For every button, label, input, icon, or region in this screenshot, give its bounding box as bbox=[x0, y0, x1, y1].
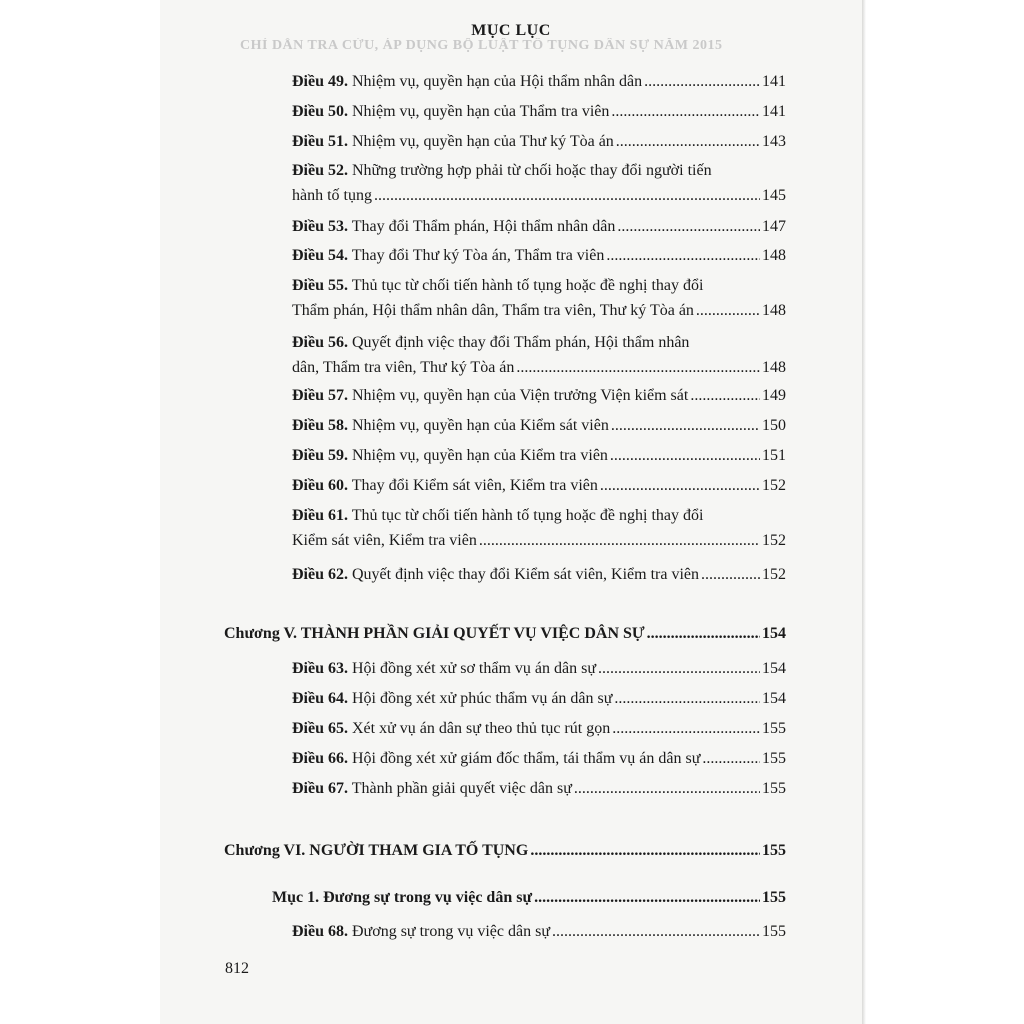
article-label: Điều 57. bbox=[292, 387, 348, 404]
page-number: 812 bbox=[225, 960, 249, 977]
toc-entry bbox=[292, 716, 786, 741]
page-ref: 141 bbox=[762, 73, 786, 90]
entry-title: Xét xử vụ án dân sự theo thủ tục rút gọn bbox=[352, 720, 611, 737]
entry-title-cont: Kiểm sát viên, Kiểm tra viên bbox=[292, 532, 477, 549]
toc-entry bbox=[292, 413, 786, 438]
article-label: Điều 55. bbox=[292, 277, 348, 294]
entry-title: Hội đồng xét xử phúc thẩm vụ án dân sự bbox=[352, 690, 613, 707]
page-ref: 155 bbox=[762, 889, 786, 906]
entry-title: Nhiệm vụ, quyền hạn của Thẩm tra viên bbox=[352, 103, 610, 120]
toc-entry bbox=[292, 746, 786, 771]
page-ref: 149 bbox=[762, 387, 786, 404]
toc-entry bbox=[292, 686, 786, 711]
toc-entry bbox=[292, 99, 786, 124]
article-label: Điều 62. bbox=[292, 566, 348, 583]
article-label: Điều 63. bbox=[292, 660, 348, 677]
entry-title: Nhiệm vụ, quyền hạn của Hội thẩm nhân dân bbox=[352, 73, 643, 90]
page-ref: 155 bbox=[762, 720, 786, 737]
page-ref: 155 bbox=[762, 780, 786, 797]
entry-title: Thay đổi Thẩm phán, Hội thẩm nhân dân bbox=[351, 218, 616, 235]
toc-entry bbox=[292, 243, 786, 268]
article-label: Điều 67. bbox=[292, 780, 348, 797]
page-ref: 147 bbox=[762, 218, 786, 235]
page-ref: 155 bbox=[762, 750, 786, 767]
entry-title: Hội đồng xét xử sơ thẩm vụ án dân sự bbox=[352, 660, 596, 677]
entry-title: Hội đồng xét xử giám đốc thẩm, tái thẩm vụ án dân sự bbox=[352, 750, 701, 767]
article-label: Điều 52. bbox=[292, 162, 348, 179]
article-label: Điều 51. bbox=[292, 133, 348, 150]
article-label: Điều 60. bbox=[292, 477, 348, 494]
toc-chapter bbox=[224, 838, 786, 863]
article-label: Điều 50. bbox=[292, 103, 348, 120]
entry-title: Nhiệm vụ, quyền hạn của Kiểm tra viên bbox=[352, 447, 608, 464]
page-ref: 154 bbox=[762, 660, 786, 677]
entry-title-cont: dân, Thẩm tra viên, Thư ký Tòa án bbox=[292, 359, 515, 376]
entry-title: Thay đổi Thư ký Tòa án, Thẩm tra viên bbox=[351, 247, 605, 264]
page-ref: 150 bbox=[762, 417, 786, 434]
toc-section bbox=[272, 885, 786, 910]
page-ref: 141 bbox=[762, 103, 786, 120]
entry-title: Thay đổi Kiểm sát viên, Kiểm tra viên bbox=[351, 477, 598, 494]
toc-entry bbox=[292, 383, 786, 408]
toc-entry bbox=[292, 919, 786, 944]
article-label: Điều 54. bbox=[292, 247, 348, 264]
page-ref: 143 bbox=[762, 133, 786, 150]
page-ref: 148 bbox=[762, 302, 786, 319]
toc-entry bbox=[292, 503, 786, 553]
entry-title: Quyết định việc thay đổi Kiểm sát viên, Kiểm tra viên bbox=[352, 566, 700, 583]
page-ref: 151 bbox=[762, 447, 786, 464]
article-label: Điều 56. bbox=[292, 334, 348, 351]
entry-title: Thủ tục từ chối tiến hành tố tụng hoặc đề nghị thay đổi bbox=[351, 277, 704, 294]
page-ref: 148 bbox=[762, 359, 786, 376]
page-ref: 145 bbox=[762, 187, 786, 204]
toc-entry bbox=[292, 443, 786, 468]
page-ref: 148 bbox=[762, 247, 786, 264]
entry-title: Nhiệm vụ, quyền hạn của Kiểm sát viên bbox=[352, 417, 609, 434]
bleed-through-text: CHỈ DẪN TRA CỨU, ÁP DỤNG BỘ LUẬT TỐ TỤNG DÂN SỰ NĂM 2015 bbox=[240, 38, 723, 53]
toc-entry bbox=[292, 69, 786, 94]
article-label: Điều 49. bbox=[292, 73, 348, 90]
page-ref: 152 bbox=[762, 477, 786, 494]
entry-title: Nhiệm vụ, quyền hạn của Viện trưởng Viện kiểm sát bbox=[352, 387, 689, 404]
page-ref: 155 bbox=[762, 923, 786, 940]
toc-entry bbox=[292, 776, 786, 801]
page-title: MỤC LỤC bbox=[471, 22, 551, 39]
article-label: Điều 53. bbox=[292, 218, 348, 235]
page-ref: 154 bbox=[762, 625, 786, 642]
page-ref: 152 bbox=[762, 532, 786, 549]
article-label: Điều 64. bbox=[292, 690, 348, 707]
page-edge bbox=[862, 0, 866, 1024]
page-ref: 154 bbox=[762, 690, 786, 707]
article-label: Điều 59. bbox=[292, 447, 348, 464]
entry-title: Đương sự trong vụ việc dân sự bbox=[352, 923, 551, 940]
toc-entry bbox=[292, 158, 786, 208]
entry-title: Thủ tục từ chối tiến hành tố tụng hoặc đề nghị thay đổi bbox=[351, 507, 704, 524]
article-label: Điều 61. bbox=[292, 507, 348, 524]
entry-title: Những trường hợp phải từ chối hoặc thay đổi người tiến bbox=[352, 162, 712, 179]
toc-entry bbox=[292, 656, 786, 681]
entry-title-cont: Thẩm phán, Hội thẩm nhân dân, Thẩm tra viên, Thư ký Tòa án bbox=[292, 302, 694, 319]
chapter-title: Chương VI. NGƯỜI THAM GIA TỐ TỤNG bbox=[224, 842, 529, 859]
page-ref: 155 bbox=[762, 842, 786, 859]
page-ref: 152 bbox=[762, 566, 786, 583]
toc-entry bbox=[292, 473, 786, 498]
article-label: Điều 66. bbox=[292, 750, 348, 767]
article-label: Điều 58. bbox=[292, 417, 348, 434]
article-label: Điều 65. bbox=[292, 720, 348, 737]
toc-chapter bbox=[224, 621, 786, 646]
entry-title-cont: hành tố tụng bbox=[292, 187, 372, 204]
toc-entry bbox=[292, 562, 786, 587]
toc-entry bbox=[292, 273, 786, 323]
toc-entry bbox=[292, 129, 786, 154]
article-label: Điều 68. bbox=[292, 923, 348, 940]
section-title: Mục 1. Đương sự trong vụ việc dân sự bbox=[272, 889, 533, 906]
toc-entry bbox=[292, 330, 786, 380]
entry-title: Nhiệm vụ, quyền hạn của Thư ký Tòa án bbox=[352, 133, 614, 150]
entry-title: Quyết định việc thay đổi Thẩm phán, Hội thẩm nhân bbox=[352, 334, 690, 351]
toc-entry bbox=[292, 214, 786, 239]
entry-title: Thành phần giải quyết việc dân sự bbox=[351, 780, 572, 797]
chapter-title: Chương V. THÀNH PHẦN GIẢI QUYẾT VỤ VIỆC DÂN SỰ bbox=[224, 625, 645, 642]
